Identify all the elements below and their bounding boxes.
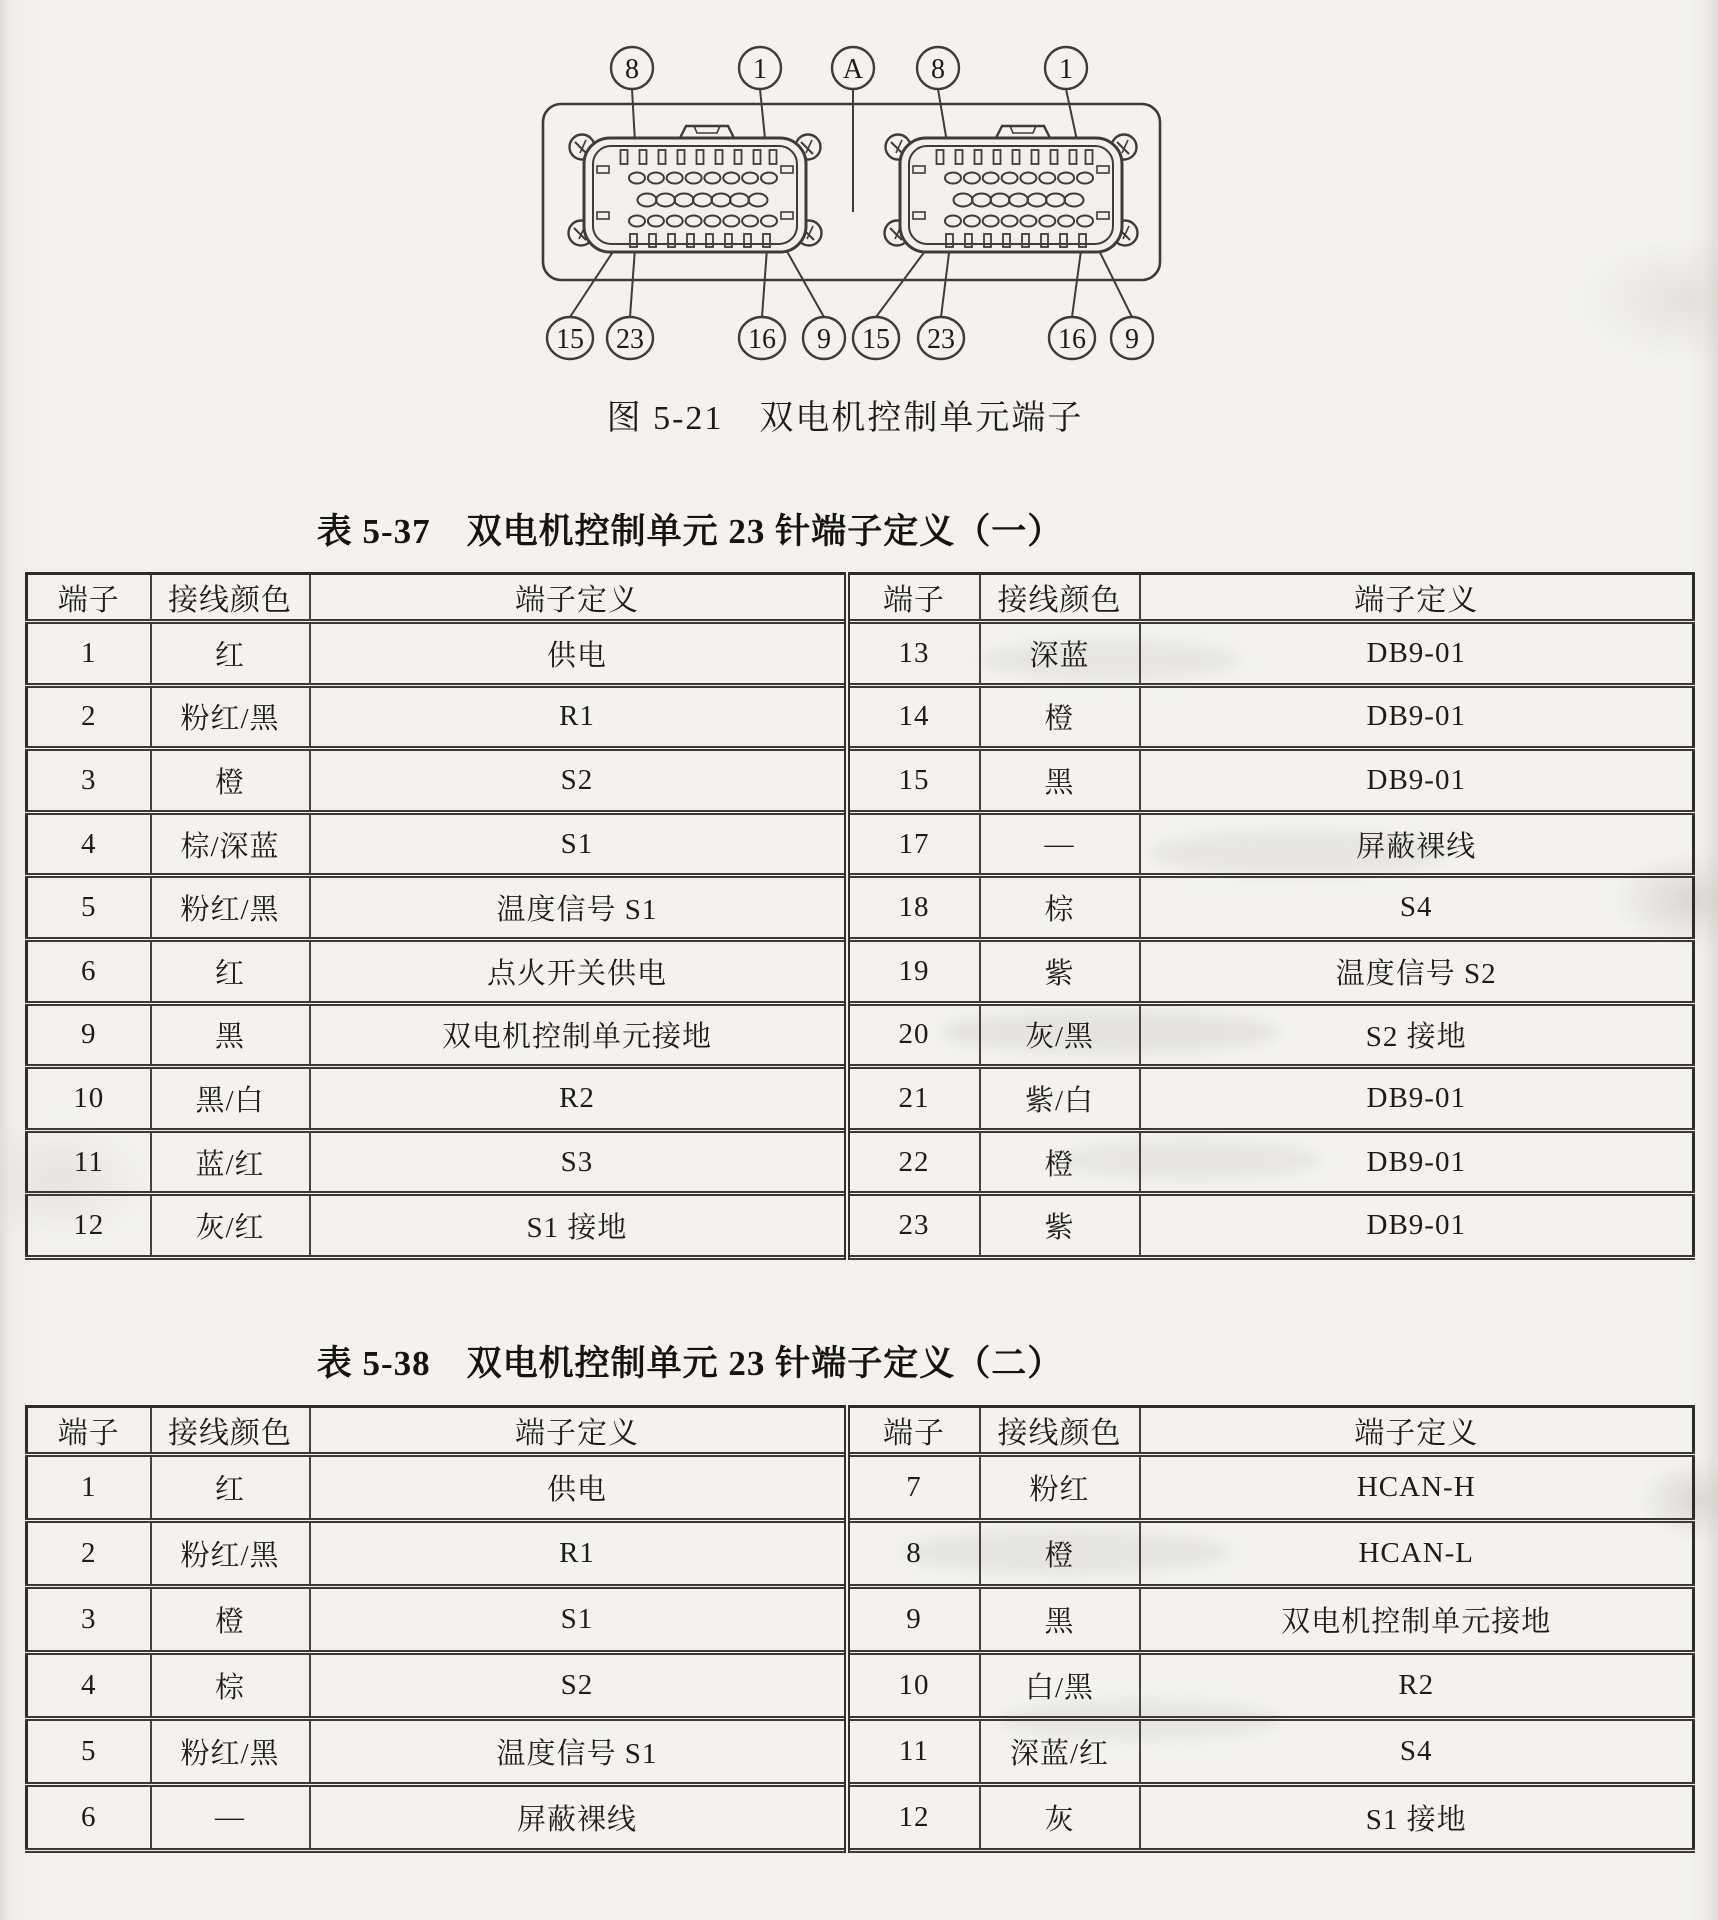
column-header: 端子定义 (310, 1407, 847, 1455)
table-cell: 13 (847, 622, 980, 686)
callout-label: 9 (1125, 324, 1139, 355)
table-row (27, 1785, 1694, 1851)
table-cell: 温度信号 S1 (310, 1719, 847, 1785)
table-cell: 紫/白 (980, 1067, 1140, 1131)
table-cell: 紫 (980, 1194, 1140, 1258)
callout-label: 1 (1059, 54, 1073, 85)
table-cell: 红 (151, 1455, 310, 1521)
table-cell: 双电机控制单元接地 (1140, 1587, 1694, 1653)
callout-label: 16 (748, 324, 776, 355)
callout-label: 9 (817, 324, 831, 355)
column-header: 接线颜色 (980, 1407, 1140, 1455)
table-cell: 6 (27, 1785, 151, 1851)
figure-caption: 图 5-21 双电机控制单元端子 (606, 400, 1084, 437)
callout-label: A (842, 54, 864, 85)
table-cell: 12 (847, 1785, 980, 1851)
table-cell: 橙 (980, 1521, 1140, 1587)
table-cell: S1 接地 (1140, 1785, 1694, 1851)
table-cell: DB9-01 (1140, 685, 1694, 749)
table-cell: 粉红/黑 (151, 1719, 310, 1785)
table-cell: 蓝/红 (151, 1130, 310, 1194)
table-cell: 屏蔽裸线 (310, 1785, 847, 1851)
table-cell: 8 (847, 1521, 980, 1587)
table-cell: HCAN-H (1140, 1455, 1694, 1521)
callout-label: 16 (1058, 324, 1086, 355)
table-cell: 20 (847, 1003, 980, 1067)
column-header: 端子定义 (1140, 1407, 1694, 1455)
table-cell: 橙 (980, 1130, 1140, 1194)
callouts-top (611, 47, 1087, 89)
table-cell: 橙 (151, 749, 310, 813)
connector-right (885, 126, 1138, 252)
table-cell: 23 (847, 1194, 980, 1258)
table-cell: 黑 (151, 1003, 310, 1067)
table-cell: 粉红/黑 (151, 876, 310, 940)
table-cell: 3 (27, 749, 151, 813)
table-cell: 黑 (980, 1587, 1140, 1653)
table-cell: 11 (27, 1130, 151, 1194)
table-cell: R2 (310, 1067, 847, 1131)
callout-label: 15 (556, 324, 584, 355)
column-header: 端子定义 (310, 574, 847, 622)
table-cell: S3 (310, 1130, 847, 1194)
table-cell: S2 接地 (1140, 1003, 1694, 1067)
table-cell: DB9-01 (1140, 749, 1694, 813)
table-cell: S4 (1140, 876, 1694, 940)
table-cell: 4 (27, 1653, 151, 1719)
table-cell: 1 (27, 622, 151, 686)
table-cell: 10 (27, 1067, 151, 1131)
table-cell: 供电 (310, 1455, 847, 1521)
table-row (27, 1067, 1694, 1131)
column-header: 接线颜色 (151, 1407, 310, 1455)
table-cell: 10 (847, 1653, 980, 1719)
table-cell: S2 (310, 1653, 847, 1719)
table-cell: 15 (847, 749, 980, 813)
table-cell: 灰/黑 (980, 1003, 1140, 1067)
table-header-row (27, 574, 1694, 622)
table-cell: 灰 (980, 1785, 1140, 1851)
table-cell: S2 (310, 749, 847, 813)
table-cell: R2 (1140, 1653, 1694, 1719)
table-cell: 灰/红 (151, 1194, 310, 1258)
table-cell: 1 (27, 1455, 151, 1521)
table-cell: S1 (310, 1587, 847, 1653)
table-cell: 7 (847, 1455, 980, 1521)
table-row (27, 1003, 1694, 1067)
table-cell: 9 (847, 1587, 980, 1653)
table-cell: DB9-01 (1140, 1067, 1694, 1131)
table-row (27, 812, 1694, 876)
table-cell: 3 (27, 1587, 151, 1653)
table-cell: 双电机控制单元接地 (310, 1003, 847, 1067)
table-cell: S1 (310, 812, 847, 876)
table-row (27, 685, 1694, 749)
column-header: 接线颜色 (151, 574, 310, 622)
table-row (27, 749, 1694, 813)
table-cell: 深蓝 (980, 622, 1140, 686)
table-cell: 5 (27, 876, 151, 940)
table-cell: 2 (27, 685, 151, 749)
table-cell: 18 (847, 876, 980, 940)
table-cell: 黑 (980, 749, 1140, 813)
table-cell: S4 (1140, 1719, 1694, 1785)
table-cell: 点火开关供电 (310, 939, 847, 1003)
table-row (27, 1130, 1694, 1194)
table-cell: 橙 (980, 685, 1140, 749)
column-header: 端子 (27, 574, 151, 622)
table1 (25, 572, 1695, 1260)
table-cell: 17 (847, 812, 980, 876)
table-cell: 2 (27, 1521, 151, 1587)
table-cell: 红 (151, 939, 310, 1003)
table2-title: 表 5-38 双电机控制单元 23 针端子定义（二） (316, 1344, 1064, 1383)
table-row (27, 622, 1694, 686)
table-row (27, 1719, 1694, 1785)
table-cell: 白/黑 (980, 1653, 1140, 1719)
table-cell: 供电 (310, 622, 847, 686)
callout-label: 8 (625, 54, 639, 85)
table-cell: 4 (27, 812, 151, 876)
table-cell: 深蓝/红 (980, 1719, 1140, 1785)
table-cell: 棕 (980, 876, 1140, 940)
callout-label: 23 (616, 324, 644, 355)
table-cell: 粉红 (980, 1455, 1140, 1521)
connector-left (569, 126, 822, 252)
table-cell: 14 (847, 685, 980, 749)
table-cell: 粉红/黑 (151, 1521, 310, 1587)
table-cell: R1 (310, 1521, 847, 1587)
table-cell: 橙 (151, 1587, 310, 1653)
table-row (27, 876, 1694, 940)
table-cell: 粉红/黑 (151, 685, 310, 749)
table-cell: HCAN-L (1140, 1521, 1694, 1587)
table-row (27, 939, 1694, 1003)
table-header-row (27, 1407, 1694, 1455)
table-cell: — (151, 1785, 310, 1851)
table-cell: 温度信号 S2 (1140, 939, 1694, 1003)
callout-label: 15 (862, 324, 890, 355)
table-cell: 黑/白 (151, 1067, 310, 1131)
column-header: 端子 (847, 1407, 980, 1455)
table-cell: 温度信号 S1 (310, 876, 847, 940)
table-row (27, 1587, 1694, 1653)
table-row (27, 1521, 1694, 1587)
table-cell: 12 (27, 1194, 151, 1258)
column-header: 接线颜色 (980, 574, 1140, 622)
table-cell: DB9-01 (1140, 1130, 1694, 1194)
column-header: 端子 (27, 1407, 151, 1455)
table-cell: R1 (310, 685, 847, 749)
table-row (27, 1653, 1694, 1719)
table-row (27, 1455, 1694, 1521)
table-cell: 6 (27, 939, 151, 1003)
table-cell: 9 (27, 1003, 151, 1067)
callout-label: 1 (753, 54, 767, 85)
callouts-bottom (547, 317, 1153, 359)
table-cell: — (980, 812, 1140, 876)
column-header: 端子 (847, 574, 980, 622)
table-cell: 19 (847, 939, 980, 1003)
table-cell: 11 (847, 1719, 980, 1785)
callout-label: 23 (927, 324, 955, 355)
table-cell: 5 (27, 1719, 151, 1785)
table2 (25, 1405, 1695, 1853)
table-row (27, 1194, 1694, 1258)
callout-label: 8 (931, 54, 945, 85)
table1-title: 表 5-37 双电机控制单元 23 针端子定义（一） (316, 512, 1064, 551)
table-cell: 21 (847, 1067, 980, 1131)
table-cell: 棕 (151, 1653, 310, 1719)
table-cell: 棕/深蓝 (151, 812, 310, 876)
table-cell: 紫 (980, 939, 1140, 1003)
column-header: 端子定义 (1140, 574, 1694, 622)
table-cell: S1 接地 (310, 1194, 847, 1258)
table-cell: 22 (847, 1130, 980, 1194)
table-cell: 屏蔽裸线 (1140, 812, 1694, 876)
table-cell: DB9-01 (1140, 1194, 1694, 1258)
table-cell: 红 (151, 622, 310, 686)
table-cell: DB9-01 (1140, 622, 1694, 686)
